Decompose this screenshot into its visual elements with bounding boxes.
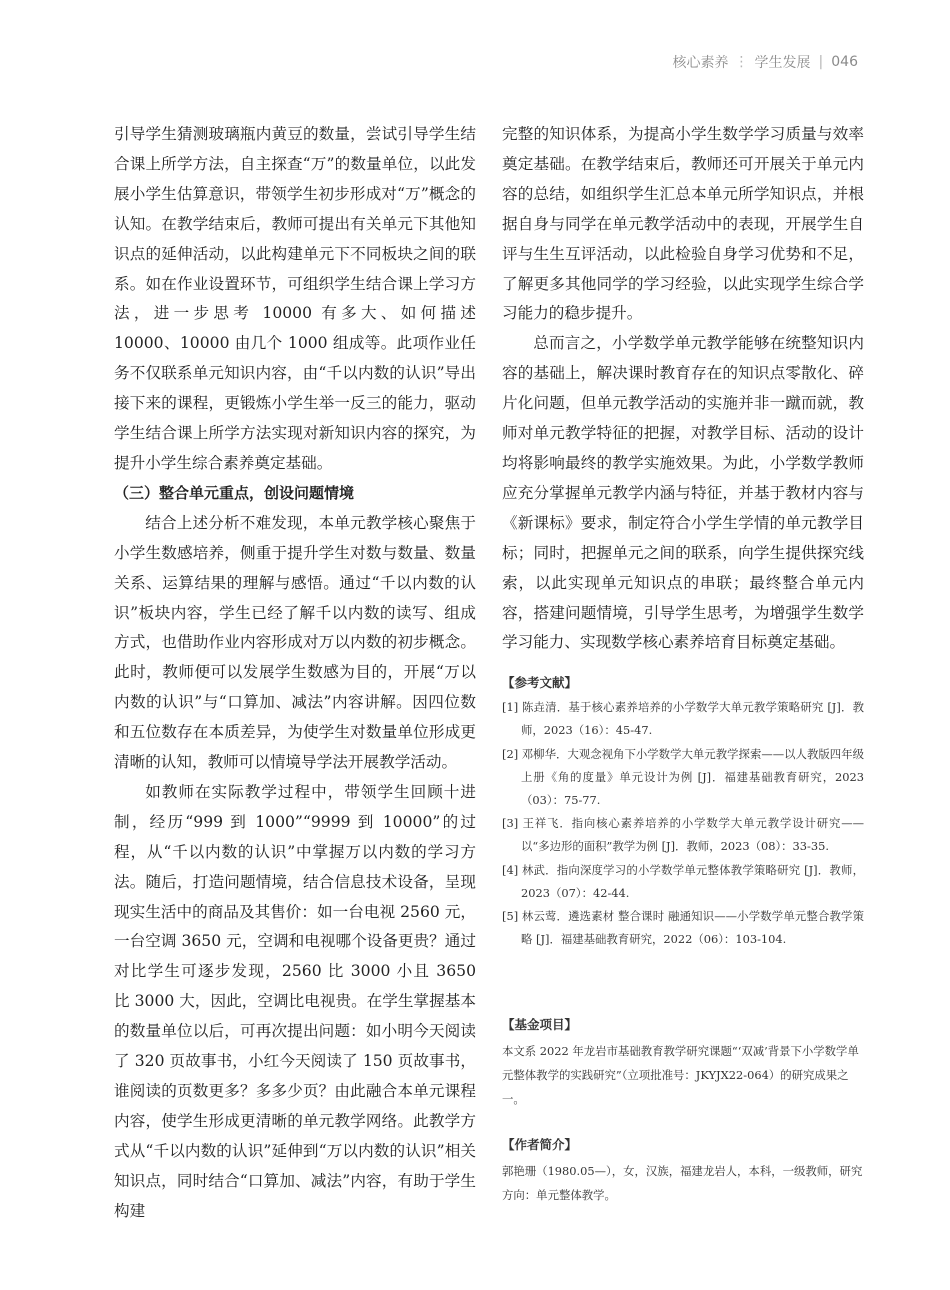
fund-heading: 【基金项目】 [502, 1017, 578, 1032]
running-header [673, 52, 858, 72]
body-paragraph: 结合上述分析不难发现，本单元教学核心聚焦于小学生数感培养，侧重于提升学生对数与数量、数量关系、运算结果的理解与感悟。通过“千以内数的认识”板块内容，学生已经了解千以内数的读写、组成方式，也借助作业内容形成对万以内数的初步概念。此时，教师便可以发展学生数感为目的，开展“万以内数的认识”与“口算加、减法”内容讲解。因四位数和五位数存在本质差异，为使学生对数量单位形成更清晰的认知，教师可以情境导学法开展教学活动。 [114, 513, 476, 772]
reference-item: [4] 林武．指向深度学习的小学数学单元整体教学策略研究 [J]．教师，2023（07）：42-44. [502, 862, 864, 900]
section-heading: （三）整合单元重点，创设问题情境 [114, 483, 355, 502]
author-heading: 【作者简介】 [502, 1137, 578, 1152]
reference-item: [2] 邓柳华．大观念视角下小学数学大单元教学探索——以人教版四年级上册《角的度量》单元设计为例 [J]．福建基础教育研究，2023（03）：75-77. [502, 746, 864, 808]
reference-item: [3] 王祥飞．指向核心素养培养的小学数学大单元教学设计研究——以“多边形的面积”教学为例 [J]．教师，2023（08）：33-35. [502, 816, 864, 854]
references-heading: 【参考文献】 [502, 675, 578, 690]
body-paragraph: 引导学生猜测玻璃瓶内黄豆的数量，尝试引导学生结合课上所学方法，自主探查“万”的数量单位，以此发展小学生估算意识，带领学生初步形成对“万”概念的认知。在教学结束后，教师可提出有关单元下其他知识点的延伸活动，以此构建单元下不同板块之间的联系。如在作业设置环节，可组织学生结合课上学习方法，进一步思考 10000 有多大、如何描述 10000、10000 由几个 1000 组成等。此项作业任务不仅联系单元知识内容，由“千以内数的认识”导出接下来的课程，更锻炼小学生举一反三的能力，驱动学生结合课上所学方法实现对新知识内容的探究，为提升小学生综合素养奠定基础。 [114, 125, 476, 472]
header-section: 核心素养 [672, 55, 729, 71]
header-subsection: 学生发展 [754, 55, 811, 71]
author-section [502, 1133, 864, 1207]
left-column [114, 120, 476, 1227]
conclusion-paragraph: 总而言之，小学数学单元教学能够在统整知识内容的基础上，解决课时教育存在的知识点零散化、碎片化问题，但单元教学活动的实施并非一蹴而就，教师对单元教学特征的把握，对教学目标、活动的设计均将影响最终的教学实施效果。为此，小学数学教师应充分掌握单元教学内涵与特征，并基于教材内容与《新课标》要求，制定符合小学生学情的单元教学目标；同时，把握单元之间的联系，向学生提供探究线索，以此实现单元知识点的串联；最终整合单元内容，搭建问题情境，引导学生思考，为增强学生数学学习能力、实现数学核心素养培育目标奠定基础。 [502, 334, 864, 652]
fund-text: 本文系 2022 年龙岩市基础教育教学研究课题“‘双减’背景下小学数学单元整体教学的实践研究”（立项批准号：JKYJX22-064）的研究成果之一。 [502, 1044, 859, 1106]
author-text: 郭艳珊（1980.05—），女，汉族，福建龙岩人，本科，一级教师，研究方向：单元整体教学。 [502, 1164, 863, 1202]
header-separator-dots: ⋮ [734, 54, 749, 70]
body-paragraph: 完整的知识体系，为提高小学生数学学习质量与效率奠定基础。在教学结束后，教师还可开展关于单元内容的总结，如组织学生汇总本单元所学知识点，并根据自身与同学在单元教学活动中的表现，开展学生自评与生生互评活动，以此检验自身学习优势和不足，了解更多其他同学的学习经验，以此实现学生综合学习能力的稳步提升。 [502, 125, 864, 323]
body-paragraph: 如教师在实际教学过程中，带领学生回顾十进制，经历“999 到 1000”“9999 到 10000”的过程，从“千以内数的认识”中掌握万以内数的学习方法。随后，打造问题情境，结合信息技术设备，呈现现实生活中的商品及其售价：如一台电视 2560 元，一台空调 3650 元，空调和电视哪个设备更贵？通过对比学生可逐步发现，2560 比 3000 小且 3650 比 3000 大，因此，空调比电视贵。在学生掌握基本的数量单位以后，可再次提出问题：如小明今天阅读了 320 页故事书，小红今天阅读了 150 页故事书，谁阅读的页数更多？多多少页？由此融合本单元课程内容，使学生形成更清晰的单元教学网络。此教学方式从“千以内数的认识”延伸到“万以内数的认识”相关知识点，同时结合“口算加、减法”内容，有助于学生构建 [114, 782, 476, 1220]
header-separator-bar: | [818, 54, 824, 70]
page-number: 046 [831, 54, 858, 70]
references-section [502, 671, 864, 951]
reference-item: [5] 林云莺．遴选素材 整合课时 融通知识——小学数学单元整合教学策略 [J]．福建基础教育研究，2022（06）：103-104. [502, 909, 864, 947]
fund-section [502, 1013, 864, 1111]
reference-item: [1] 陈垚清．基于核心素养培养的小学数学大单元教学策略研究 [J]．教师，2023（16）：45-47. [502, 700, 864, 738]
right-column [502, 120, 864, 658]
